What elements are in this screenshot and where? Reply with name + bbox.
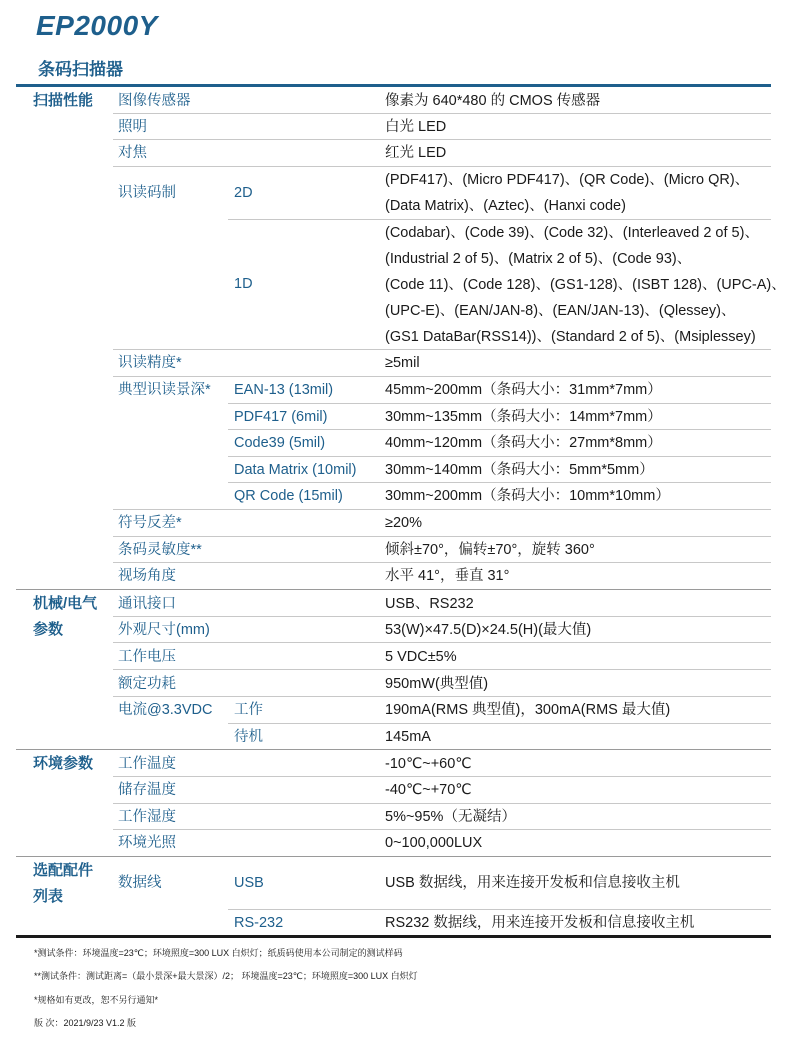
row-label-power: 额定功耗 (118, 676, 176, 692)
symbology-1d-line: (Codabar)、(Code 39)、(Code 32)、(Interleaved 2 of 5)、 (385, 225, 759, 241)
current-standby-label: 待机 (234, 729, 263, 745)
row-value-precision: ≥5mil (385, 355, 420, 371)
symbology-2d-line: (Data Matrix)、(Aztec)、(Hanxi code) (385, 198, 626, 214)
row-value-image-sensor: 像素为 640*480 的 CMOS 传感器 (385, 93, 601, 109)
table-top-rule (16, 84, 771, 87)
symbology-1d-line: (Industrial 2 of 5)、(Matrix 2 of 5)、(Code 93)、 (385, 251, 692, 267)
row-value-dimensions: 53(W)×47.5(D)×24.5(H)(最大值) (385, 622, 592, 638)
dof-value: 45mm~200mm（条码大小：31mm*7mm） (385, 382, 662, 398)
row-label-sensitivity: 条码灵敏度** (118, 542, 202, 558)
cable-rs232-value: RS232 数据线，用来连接开发板和信息接收主机 (385, 915, 695, 931)
symbology-1d-line: (UPC-E)、(EAN/JAN-8)、(EAN/JAN-13)、(Qlessey)、 (385, 303, 736, 319)
dof-code-label: QR Code (15mil) (234, 488, 343, 504)
row-label-ambient-light: 环境光照 (118, 835, 176, 851)
row-value-humidity: 5%~95%（无凝结） (385, 809, 516, 825)
row-label-interface: 通讯接口 (118, 596, 176, 612)
row-divider (113, 509, 771, 510)
cable-rs232-label: RS-232 (234, 915, 284, 931)
row-value-sensitivity: 倾斜±70°，偏转±70°，旋转 360° (385, 542, 595, 558)
section-scan-performance: 扫描性能 (33, 92, 94, 109)
row-label-illumination: 照明 (118, 119, 147, 135)
row-label-focus: 对焦 (118, 145, 147, 161)
dof-value: 30mm~140mm（条码大小：5mm*5mm） (385, 462, 654, 478)
section-divider (16, 589, 771, 590)
row-label-current: 电流@3.3VDC (118, 702, 213, 718)
row-label-op-temperature: 工作温度 (118, 756, 176, 772)
section-accessories-line1: 选配配件 (33, 862, 94, 879)
row-divider (228, 723, 771, 724)
footnote: *测试条件：环境温度=23℃；环境照度=300 LUX 白炽灯；纸质码使用本公司制定的测试样码 (34, 948, 403, 958)
row-label-depth-of-field: 典型识读景深* (118, 382, 211, 398)
product-subtitle: 条码扫描器 (38, 60, 123, 79)
dof-code-label: EAN-13 (13mil) (234, 382, 334, 398)
cable-usb-label: USB (234, 875, 264, 891)
row-value-interface: USB、RS232 (385, 596, 474, 612)
row-value-op-temperature: -10℃~+60℃ (385, 756, 472, 772)
row-value-voltage: 5 VDC±5% (385, 649, 457, 665)
dof-code-label: PDF417 (6mil) (234, 409, 328, 425)
cable-usb-value: USB 数据线，用来连接开发板和信息接收主机 (385, 875, 680, 891)
row-value-field-of-view: 水平 41°，垂直 31° (385, 568, 510, 584)
symbology-2d-label: 2D (234, 185, 253, 201)
symbology-1d-label: 1D (234, 276, 253, 292)
version-note: 版 次：2021/9/23 V1.2 版 (34, 1018, 137, 1028)
current-standby-value: 145mA (385, 729, 431, 745)
current-work-label: 工作 (234, 702, 263, 718)
dof-value: 30mm~135mm（条码大小：14mm*7mm） (385, 409, 662, 425)
row-value-illumination: 白光 LED (385, 119, 447, 135)
section-mechanical-line1: 机械/电气 (33, 595, 98, 612)
row-label-dimensions: 外观尺寸(mm) (118, 622, 210, 638)
footnote: *规格如有更改，恕不另行通知* (34, 995, 159, 1005)
row-label-precision: 识读精度* (118, 355, 182, 371)
dof-code-label: Code39 (5mil) (234, 435, 326, 451)
section-environment: 环境参数 (33, 755, 94, 772)
section-mechanical-line2: 参数 (33, 621, 64, 638)
dof-code-label: Data Matrix (10mil) (234, 462, 357, 478)
row-value-focus: 红光 LED (385, 145, 447, 161)
footnote: **测试条件：测试距离=（最小景深+最大景深）/2； 环境温度=23℃；环境照度=300 LUX 白炽灯 (34, 971, 418, 981)
row-label-data-cable: 数据线 (118, 875, 162, 891)
symbology-1d-line: (GS1 DataBar(RSS14))、(Standard 2 of 5)、(Msiplessey) (385, 329, 756, 345)
product-title: EP2000Y (36, 10, 158, 41)
row-label-field-of-view: 视场角度 (118, 568, 176, 584)
dof-value: 40mm~120mm（条码大小：27mm*8mm） (385, 435, 662, 451)
dof-value: 30mm~200mm（条码大小：10mm*10mm） (385, 488, 670, 504)
row-label-image-sensor: 图像传感器 (118, 93, 191, 109)
row-value-power: 950mW(典型值) (385, 676, 489, 692)
row-label-contrast: 符号反差* (118, 515, 182, 531)
row-label-humidity: 工作湿度 (118, 809, 176, 825)
row-value-ambient-light: 0~100,000LUX (385, 835, 483, 851)
symbology-1d-line: (Code 11)、(Code 128)、(GS1-128)、(ISBT 128)、(UPC-A)、 (385, 277, 786, 293)
table-bottom-rule (16, 935, 771, 938)
row-value-contrast: ≥20% (385, 515, 422, 531)
row-value-storage-temperature: -40℃~+70℃ (385, 782, 472, 798)
current-work-value: 190mA(RMS 典型值)，300mA(RMS 最大值) (385, 702, 671, 718)
row-label-symbology: 识读码制 (118, 185, 176, 201)
section-accessories-line2: 列表 (33, 888, 64, 905)
symbology-2d-line: (PDF417)、(Micro PDF417)、(QR Code)、(Micro QR)、 (385, 172, 750, 188)
section-divider (16, 856, 771, 857)
row-label-voltage: 工作电压 (118, 649, 176, 665)
row-label-storage-temperature: 储存温度 (118, 782, 176, 798)
